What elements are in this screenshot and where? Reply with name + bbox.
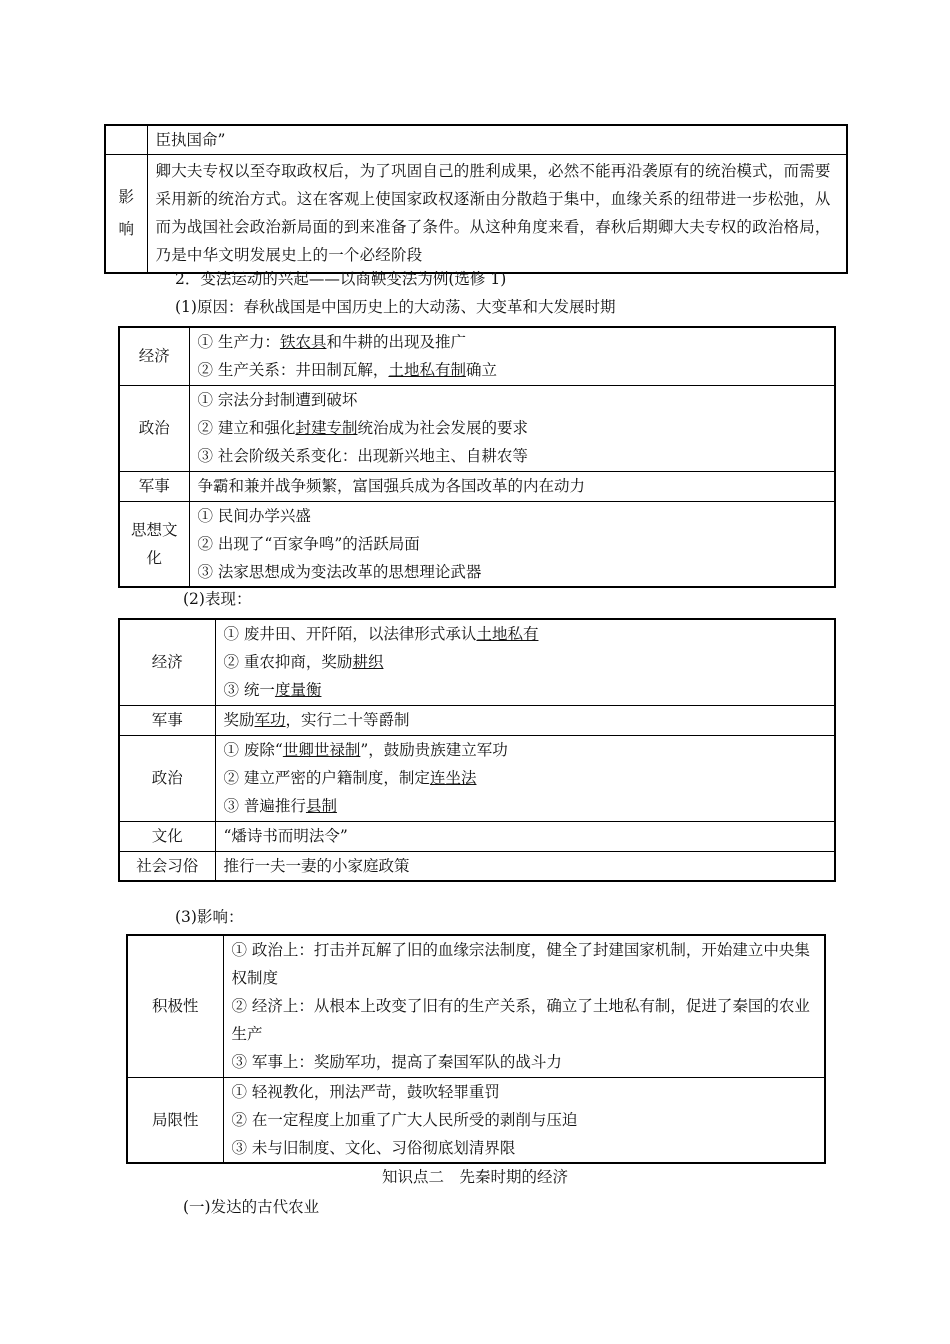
table0-impact-text: 卿大夫专权以至夺取政权后，为了巩固自己的胜利成果，必然不能再沿袭原有的统治模式，而需要采用新的统治方式。这在客观上使国家政权逐渐由分散趋于集中，血缘关系的纽带进一步松弛，从而为战国社会政治新局面的到来准备了条件。从这种角度来看，春秋后期卿大夫专权的政治格局，乃是中华文明发展史上的一个必经阶段: [147, 155, 847, 273]
perf-soc-cell: 推行一夫一妻的小家庭政策: [215, 851, 835, 881]
causes-mil-cell: 争霸和兼并战争频繁，富国强兵成为各国改革的内在动力: [189, 471, 835, 501]
perf-soc-header: 社会习俗: [119, 851, 215, 881]
hereditary-system-term: 世卿世禄制: [282, 741, 361, 759]
cause-label: (1)原因：春秋战国是中国历史上的大动荡、大变革和大发展时期: [175, 298, 616, 316]
causes-econ-cell: ① 生产力：铁农具和牛耕的出现及推广 ② 生产关系：井田制瓦解，土地私有制确立: [189, 327, 835, 385]
causes-pol-cell: ① 宗法分封制遭到破坏 ② 建立和强化封建专制统治成为社会发展的要求 ③ 社会阶级关系变化：出现新兴地主、自耕农等: [189, 385, 835, 471]
impact-limit-header: 局限性: [127, 1077, 223, 1163]
feudal-lords-table: [104, 124, 848, 274]
table0-row1-text: 臣执国命”: [147, 125, 847, 155]
reform-heading: 2．变法运动的兴起——以商鞅变法为例(选修 1): [175, 270, 507, 288]
land-private-term-2: 土地私有: [476, 625, 539, 644]
impact-label: (3)影响：: [175, 908, 244, 926]
county-system-term: 县制: [305, 797, 337, 815]
causes-table: [118, 326, 836, 588]
land-private-term: 土地私有制: [388, 361, 466, 380]
military-merit-term: 军功: [254, 711, 286, 729]
perf-mil-header: 军事: [119, 705, 215, 735]
impact-limit-cell: ① 轻视教化，刑法严苛，鼓吹轻罪重罚 ② 在一定程度上加重了广大人民所受的剥削与压迫 ③ 未与旧制度、文化、习俗彻底划清界限: [223, 1077, 825, 1163]
section-title: 知识点二 先秦时期的经济: [381, 1168, 568, 1186]
table0-impact-header: 影 响: [105, 155, 147, 273]
causes-thought-cell: ① 民间办学兴盛 ② 出现了“百家争鸣”的活跃局面 ③ 法家思想成为变法改革的思想理论武器: [189, 501, 835, 587]
perf-pol-header: 政治: [119, 735, 215, 821]
causes-mil-header: 军事: [119, 471, 189, 501]
perf-cult-header: 文化: [119, 821, 215, 851]
causes-econ-header: 经济: [119, 327, 189, 385]
perf-econ-header: 经济: [119, 619, 215, 705]
perf-econ-cell: ① 废井田、开阡陌，以法律形式承认土地私有 ② 重农抑商，奖励耕织 ③ 统一度量衡: [215, 619, 835, 705]
impact-table: [126, 934, 826, 1164]
iron-tools-term: 铁农具: [279, 333, 327, 352]
collective-punishment-term: 连坐法: [429, 769, 477, 787]
performance-table: [118, 618, 836, 882]
subsection-title: (一)发达的古代农业: [183, 1198, 320, 1216]
perf-pol-cell: ① 废除“世卿世禄制”，鼓励贵族建立军功 ② 建立严密的户籍制度，制定连坐法 ③ 普遍推行县制: [215, 735, 835, 821]
causes-pol-header: 政治: [119, 385, 189, 471]
impact-positive-header: 积极性: [127, 935, 223, 1077]
causes-thought-header: 思想文 化: [119, 501, 189, 587]
impact-positive-cell: ① 政治上：打击并瓦解了旧的血缘宗法制度，健全了封建国家机制，开始建立中央集权制度 ② 经济上：从根本上改变了旧有的生产关系，确立了土地私有制，促进了秦国的农业生产 ③ 军事上：奖励军功，提高了秦国军队的战斗力: [223, 935, 825, 1077]
performance-label: (2)表现：: [183, 590, 252, 608]
perf-mil-cell: 奖励军功，实行二十等爵制: [215, 705, 835, 735]
farming-weaving-term: 耕织: [352, 653, 384, 672]
table0-row1-header: [105, 125, 147, 155]
measures-term: 度量衡: [274, 681, 322, 700]
feudal-autocracy-term: 封建专制: [295, 419, 358, 437]
perf-cult-cell: “燔诗书而明法令”: [215, 821, 835, 851]
